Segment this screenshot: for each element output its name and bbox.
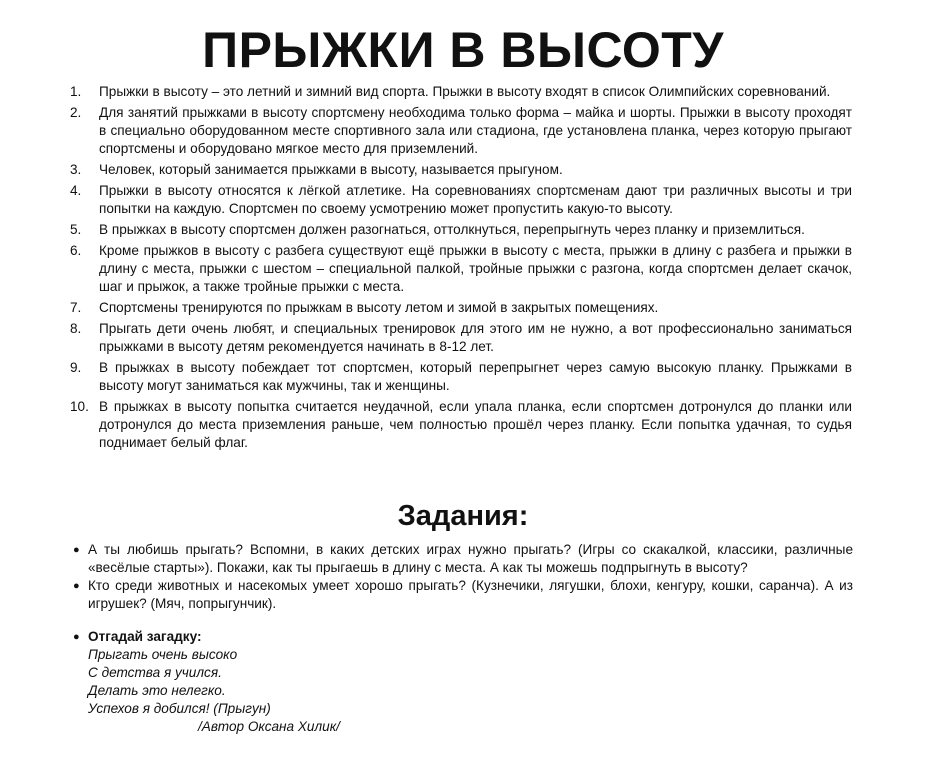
- bullet-icon: ●: [73, 631, 80, 643]
- fact-number: 5.: [70, 222, 82, 237]
- fact-text: Человек, который занимается прыжками в высоту, называется прыгуном.: [99, 162, 563, 177]
- riddle-heading-text: Отгадай загадку:: [88, 629, 202, 644]
- task-text: А ты любишь прыгать? Вспомни, в каких детских играх нужно прыгать? (Игры со скакалкой, классики, различные «весёлые старты»). Покажи, как ты прыгаешь в длину с места. А как ты можешь подпрыгнуть в высоту?: [88, 542, 853, 575]
- fact-text: В прыжках в высоту спортсмен должен разогнаться, оттолкнуться, перепрыгнуть через планку и приземлиться.: [99, 222, 805, 237]
- riddle-line: Прыгать очень высоко: [88, 647, 238, 662]
- task-item-1: [73, 541, 853, 577]
- fact-number: 8.: [70, 321, 82, 336]
- bullet-icon: ●: [73, 544, 80, 556]
- fact-item-4: [70, 182, 852, 218]
- fact-text: Кроме прыжков в высоту с разбега существуют ещё прыжки в высоту с места, прыжки в длину с разбега и прыжки в длину с места, прыжки с шестом – специальной палкой, тройные прыжки с разгона, когда спортсмен делает скачок, шаг и прыжок, а также тройные прыжки с места.: [99, 243, 852, 294]
- fact-text: В прыжках в высоту попытка считается неудачной, если упала планка, если спортсмен дотронулся до планки или дотронулся до места приземления раньше, чем полностью прошёл через планку. Если попытка удачная, то судья поднимает белый флаг.: [99, 399, 852, 450]
- tasks-heading: Задания:: [397, 500, 529, 532]
- fact-item-10: [70, 398, 852, 452]
- riddle-line: Успехов я добился! (Прыгун): [88, 701, 271, 716]
- fact-item-8: [70, 320, 852, 356]
- facts-list: [70, 83, 852, 455]
- fact-text: Прыжки в высоту – это летний и зимний вид спорта. Прыжки в высоту входят в список Олимпийских соревнований.: [99, 84, 831, 99]
- fact-text: Прыжки в высоту относятся к лёгкой атлетике. На соревнованиях спортсменам дают три различных высоты и три попытки на каждую. Спортсмен по своему усмотрению может пропустить какую-то высоту.: [99, 183, 852, 216]
- fact-item-6: [70, 242, 852, 296]
- fact-text: Для занятий прыжками в высоту спортсмену необходима только форма – майка и шорты. Прыжки в высоту проходят в специально оборудованном месте спортивного зала или стадиона, где установлена планка, через которую прыгают спортсмены и оборудовано мягкое место для приземлений.: [99, 105, 852, 156]
- fact-number: 9.: [70, 360, 82, 375]
- fact-text: В прыжках в высоту побеждает тот спортсмен, который перепрыгнет через самую высокую планку. Прыжками в высоту могут заниматься как мужчины, так и женщины.: [99, 360, 852, 393]
- fact-number: 7.: [70, 300, 82, 315]
- fact-number: 6.: [70, 243, 82, 258]
- task-text: Кто среди животных и насекомых умеет хорошо прыгать? (Кузнечики, лягушки, блохи, кенгуру, кошки, саранча). А из игрушек? (Мяч, попрыгунчик).: [88, 578, 853, 611]
- fact-item-7: [70, 299, 852, 317]
- fact-number: 4.: [70, 183, 82, 198]
- fact-item-9: [70, 359, 852, 395]
- page-title: ПРЫЖКИ В ВЫСОТУ: [202, 22, 724, 78]
- fact-item-3: [70, 161, 852, 179]
- riddle-heading: [73, 628, 573, 646]
- task-item-2: [73, 577, 853, 613]
- tasks-list: [73, 541, 853, 613]
- fact-number: 10.: [70, 399, 89, 414]
- bullet-icon: ●: [73, 580, 80, 592]
- riddle-line: Делать это нелегко.: [88, 683, 226, 698]
- riddle-line: С детства я учился.: [88, 665, 222, 680]
- fact-text: Прыгать дети очень любят, и специальных тренировок для этого им не нужно, а вот профессионально заниматься прыжками в высоту детям рекомендуется начинать в 8-12 лет.: [99, 321, 852, 354]
- fact-item-5: [70, 221, 852, 239]
- riddle-section: [73, 628, 573, 736]
- fact-number: 2.: [70, 105, 82, 120]
- riddle-poem: [73, 646, 573, 736]
- riddle-author: /Автор Оксана Хилик/: [198, 719, 340, 734]
- fact-text: Спортсмены тренируются по прыжкам в высоту летом и зимой в закрытых помещениях.: [99, 300, 659, 315]
- fact-number: 3.: [70, 162, 82, 177]
- fact-number: 1.: [70, 84, 82, 99]
- fact-item-2: [70, 104, 852, 158]
- fact-item-1: [70, 83, 852, 101]
